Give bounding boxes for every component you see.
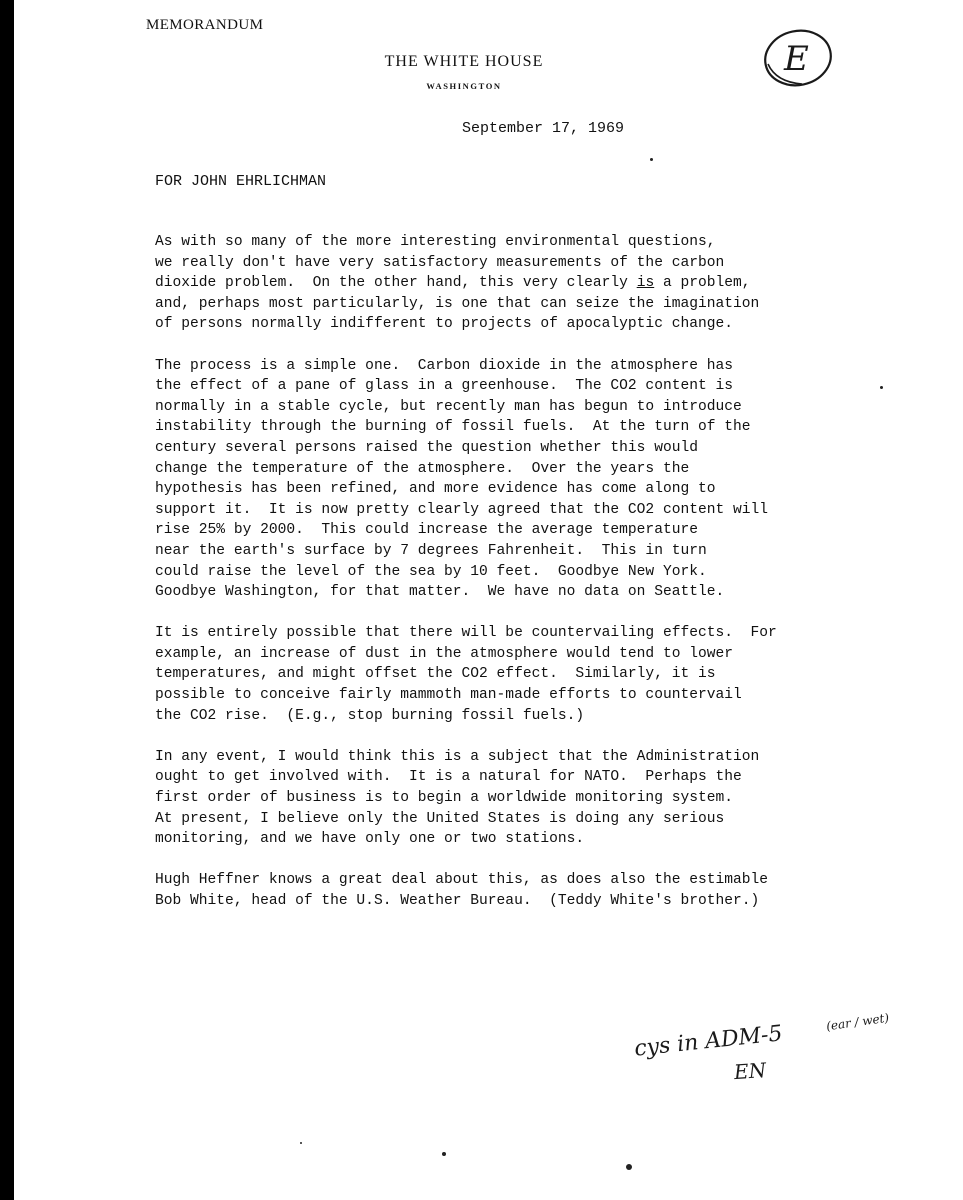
stamp-letter: E — [784, 39, 809, 79]
memo-body — [155, 232, 955, 932]
paragraph-3 — [155, 623, 955, 726]
memo-date: September 17, 1969 — [462, 120, 625, 137]
letterhead-subtitle: WASHINGTON — [426, 81, 502, 91]
paragraph-4 — [155, 747, 955, 850]
paragraph-line: rise 25% by 2000. This could increase the average temperature — [155, 522, 698, 539]
paragraph-line: At present, I believe only the United States is doing any serious — [155, 810, 725, 827]
paper-speck — [300, 1142, 302, 1144]
paragraph-line: ought to get involved with. It is a natural for NATO. Perhaps the — [155, 769, 742, 786]
paragraph-line: instability through the burning of fossil fuels. At the turn of the — [155, 419, 751, 436]
paper-speck — [626, 1164, 632, 1170]
paragraph-line: the effect of a pane of glass in a greenhouse. The CO2 content is — [155, 378, 734, 395]
annotation-initials: EN — [733, 1057, 767, 1085]
paragraph-line: the CO2 rise. (E.g., stop burning fossil fuels.) — [155, 707, 585, 724]
paragraph-5 — [155, 870, 955, 911]
paragraph-line: hypothesis has been refined, and more evidence has come along to — [155, 481, 716, 498]
paragraph-2 — [155, 356, 955, 603]
circled-letter-stamp — [756, 24, 836, 90]
letterhead-title: THE WHITE HOUSE — [384, 53, 544, 70]
paragraph-line: normally in a stable cycle, but recently man has begun to introduce — [155, 398, 742, 415]
paragraph-line: monitoring, and we have only one or two stations. — [155, 831, 585, 848]
paragraph-line: we really don't have very satisfactory measurements of the carbon — [155, 254, 725, 271]
paragraph-line: century several persons raised the question whether this would — [155, 439, 698, 456]
paragraph-line: could raise the level of the sea by 10 feet. Goodbye New York. — [155, 563, 707, 580]
paragraph-1 — [155, 232, 955, 335]
paragraph-line: support it. It is now pretty clearly agreed that the CO2 content will — [155, 501, 769, 518]
paragraph-line: first order of business is to begin a worldwide monitoring system. — [155, 790, 734, 807]
annotation-parenthetical: (ear / wet) — [825, 1010, 890, 1034]
paragraph-line: of persons normally indifferent to projects of apocalyptic change. — [155, 316, 734, 333]
paragraph-line: change the temperature of the atmosphere. Over the years the — [155, 460, 690, 477]
paragraph-line: Bob White, head of the U.S. Weather Bureau. (Teddy White's brother.) — [155, 893, 760, 909]
memo-recipient: FOR JOHN EHRLICHMAN — [155, 173, 327, 190]
paragraph-line: It is entirely possible that there will be countervailing effects. For — [155, 625, 777, 642]
paragraph-line: and, perhaps most particularly, is one that can seize the imagination — [155, 295, 760, 312]
paragraph-line: dioxide problem. On the other hand, this very clearly — [155, 275, 637, 292]
paper-speck — [650, 158, 653, 161]
memo-page — [14, 0, 963, 1200]
memo-label: MEMORANDUM — [146, 17, 264, 33]
paragraph-line: a problem, — [654, 275, 751, 292]
paper-speck — [880, 386, 883, 389]
paper-speck — [442, 1152, 446, 1156]
paragraph-line: Hugh Heffner knows a great deal about this, as does also the estimable — [155, 872, 769, 889]
paragraph-line: near the earth's surface by 7 degrees Fahrenheit. This in turn — [155, 542, 707, 559]
paragraph-line: example, an increase of dust in the atmosphere would tend to lower — [155, 645, 734, 662]
paragraph-line: As with so many of the more interesting environmental questions, — [155, 234, 716, 250]
handwritten-annotation — [633, 1010, 894, 1085]
paragraph-line: Goodbye Washington, for that matter. We have no data on Seattle. — [155, 584, 725, 601]
paragraph-line: possible to conceive fairly mammoth man-made efforts to countervail — [155, 687, 742, 704]
paragraph-line: The process is a simple one. Carbon dioxide in the atmosphere has — [155, 357, 734, 374]
annotation-line-1: cys in ADM-5 — [633, 1021, 784, 1062]
paragraph-line: temperatures, and might offset the CO2 effect. Similarly, it is — [155, 666, 716, 683]
underlined-emphasis: is — [636, 275, 655, 292]
paragraph-line: In any event, I would think this is a subject that the Administration — [155, 748, 760, 765]
